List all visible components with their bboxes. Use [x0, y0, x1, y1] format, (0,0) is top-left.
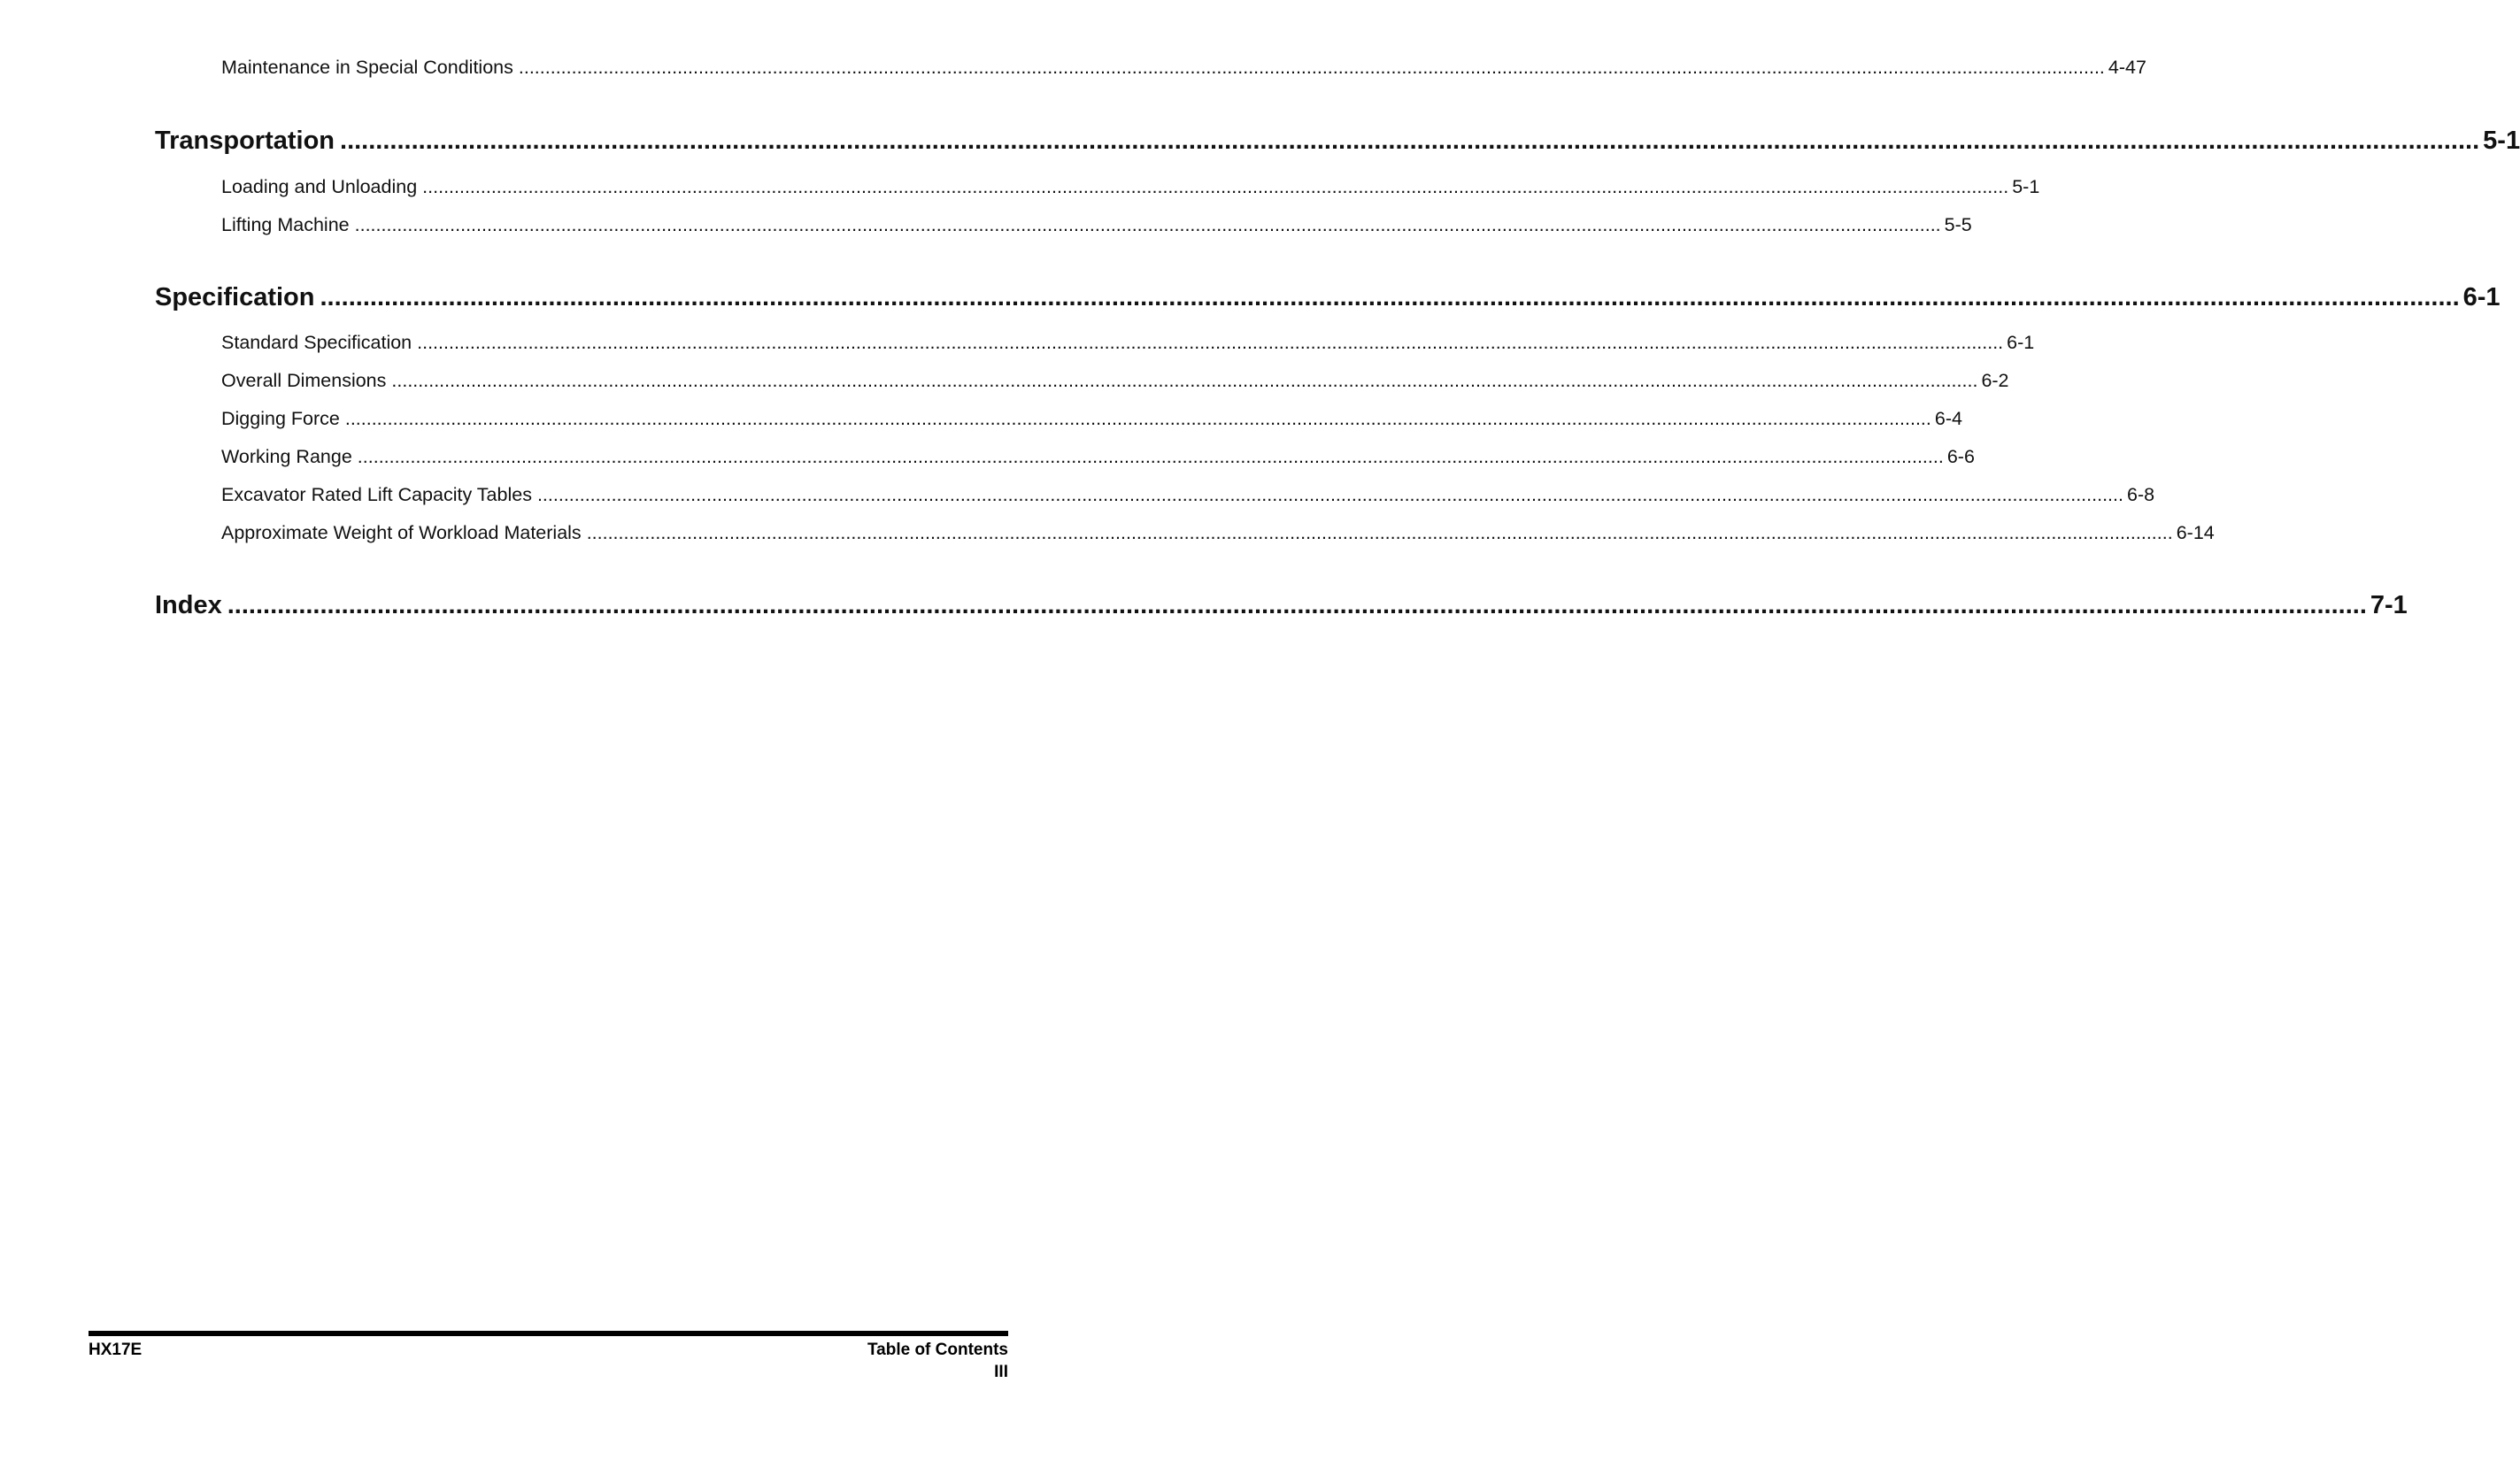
toc-chapter-specification[interactable]	[155, 283, 2501, 312]
toc-entry-page: 6-4	[1934, 408, 1962, 429]
toc-entry-lift-capacity-tables[interactable]	[221, 484, 2155, 506]
toc-entry-lifting-machine[interactable]	[221, 214, 1972, 236]
toc-entry-title: Excavator Rated Lift Capacity Tables	[221, 484, 532, 505]
dot-leader: ............................................................................................................................................................................................................................................................................................................	[357, 446, 1944, 467]
toc-entry-title: Digging Force	[221, 408, 340, 429]
dot-leader: ............................................................................................................................................................................................................................................................................................................	[344, 408, 1931, 429]
dot-leader: ............................................................................................................................................................................................................................................................................................................	[354, 214, 1941, 235]
toc-entry-title: Loading and Unloading	[221, 176, 418, 197]
toc-entry-title: Maintenance in Special Conditions	[221, 57, 513, 78]
dot-leader: ............................................................................................................................................................................................................................................................................................................	[536, 484, 2123, 505]
toc-chapter-page: 6-1	[2462, 283, 2501, 311]
toc-entry-title: Lifting Machine	[221, 214, 350, 235]
dot-leader: ............................................................................................................................................................................................................................................................................................................	[227, 591, 2367, 619]
toc-entry-title: Overall Dimensions	[221, 370, 387, 391]
toc-chapter-page: 7-1	[2370, 591, 2408, 619]
toc-entry-page: 6-6	[1946, 446, 1975, 467]
toc-chapter-page: 5-1	[2483, 127, 2520, 155]
dot-leader: ............................................................................................................................................................................................................................................................................................................	[340, 127, 2480, 155]
dot-leader: ............................................................................................................................................................................................................................................................................................................	[320, 283, 2460, 311]
dot-leader: ............................................................................................................................................................................................................................................................................................................	[391, 370, 1978, 391]
toc-chapter-transportation[interactable]	[155, 127, 2520, 156]
toc-chapter-index[interactable]	[155, 591, 2408, 620]
toc-entry-page: 5-5	[1944, 214, 1972, 235]
footer-section-title: Table of Contents	[867, 1341, 1008, 1359]
toc-chapter-title: Specification	[155, 283, 315, 311]
toc-entry-standard-specification[interactable]	[221, 332, 2035, 354]
toc-entry-loading-unloading[interactable]	[221, 176, 2040, 198]
toc-chapter-title: Transportation	[155, 127, 335, 155]
toc-entry-digging-force[interactable]	[221, 408, 1962, 430]
toc-entry-page: 6-1	[2007, 332, 2035, 353]
dot-leader: ............................................................................................................................................................................................................................................................................................................	[417, 332, 2004, 353]
toc-entry-title: Approximate Weight of Workload Materials	[221, 522, 582, 543]
toc-entry-title: Working Range	[221, 446, 352, 467]
footer-rule	[89, 1331, 1008, 1336]
dot-leader: ............................................................................................................................................................................................................................................................................................................	[518, 57, 2105, 78]
toc-chapter-title: Index	[155, 591, 222, 619]
toc-entry-working-range[interactable]	[221, 446, 1975, 468]
toc-entry-overall-dimensions[interactable]	[221, 370, 2009, 392]
toc-entry-page: 6-8	[2126, 484, 2155, 505]
dot-leader: ............................................................................................................................................................................................................................................................................................................	[422, 176, 2009, 197]
footer-page-number: III	[994, 1363, 1008, 1381]
toc-entry-title: Standard Specification	[221, 332, 412, 353]
footer-model: HX17E	[89, 1341, 143, 1359]
toc-entry-page: 4-47	[2108, 57, 2146, 78]
toc-entry-maintenance-special-conditions[interactable]	[221, 57, 2146, 79]
dot-leader: ............................................................................................................................................................................................................................................................................................................	[586, 522, 2173, 543]
toc-entry-page: 6-2	[1981, 370, 2009, 391]
toc-entry-page: 5-1	[2012, 176, 2040, 197]
toc-entry-approximate-weight[interactable]	[221, 522, 2215, 544]
toc-entry-page: 6-14	[2176, 522, 2215, 543]
